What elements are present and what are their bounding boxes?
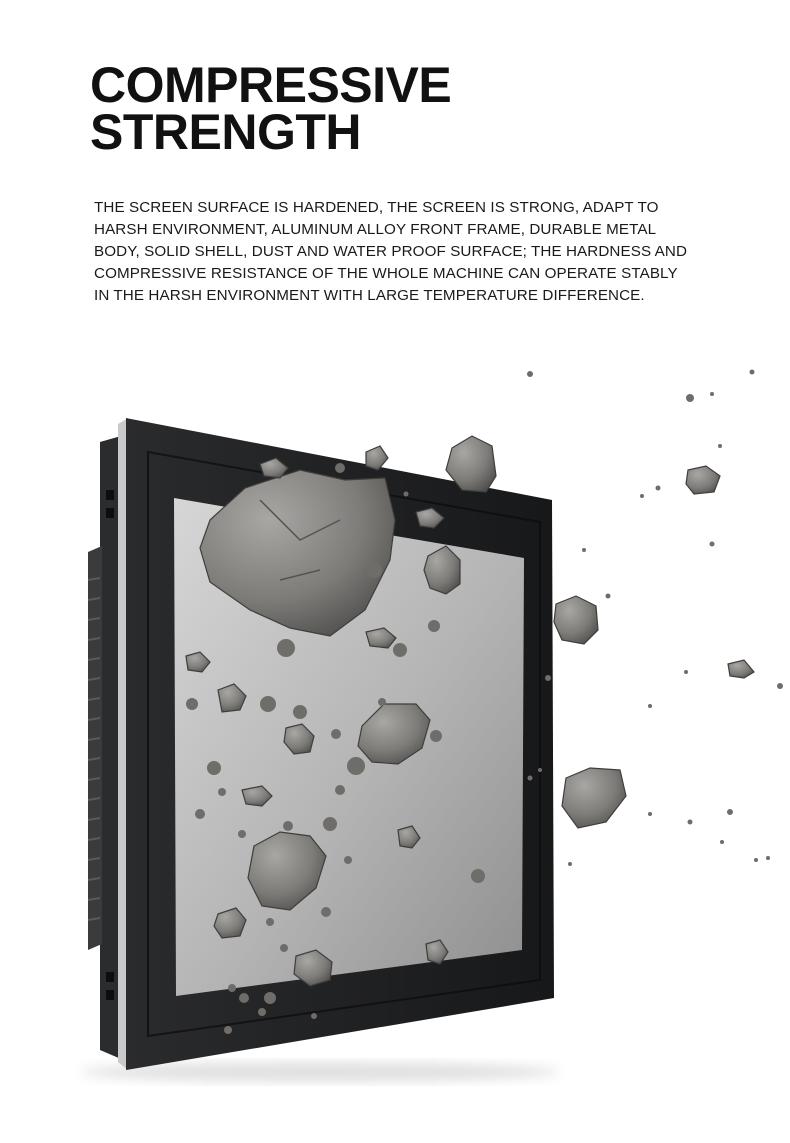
- description-text: THE SCREEN SURFACE IS HARDENED, THE SCREEN IS STRONG, ADAPT TO HARSH ENVIRONMENT, ALUMINUM ALLOY FRONT FRAME, DURABLE METAL BODY, SOLID SHELL, DUST AND WATER PROOF SURFACE; THE HARDNESS AND COMPRESSIVE RESISTANCE OF THE WHOLE MACHINE CAN OPERATE STABLY IN THE HARSH ENVIRONMENT WITH LARGE TEMPERATURE DIFFERENCE.: [94, 199, 688, 304]
- title-line-1: COMPRESSIVE: [90, 57, 452, 113]
- rock-right-2: [562, 768, 626, 828]
- rock-small-10: [728, 660, 754, 678]
- rock-far-right: [686, 466, 720, 494]
- title-line-2: STRENGTH: [90, 104, 361, 160]
- rock-small-8: [366, 446, 388, 470]
- rock-right-1: [554, 596, 598, 644]
